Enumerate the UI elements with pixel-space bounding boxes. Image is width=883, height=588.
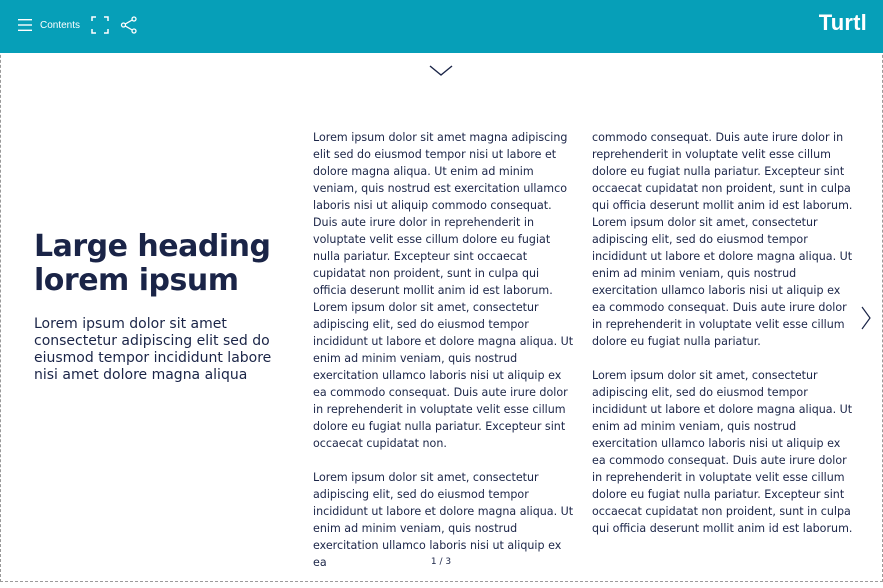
- column-1-paragraph-2: Lorem ipsum dolor sit amet, consectetur adipiscing elit, sed do eiusmod tempor incididunt ut labore et dolore magna aliqua. Ut enim ad minim veniam, quis nostrud exercitation ullamco laboris nisi ut aliquip ex ea: [313, 471, 574, 569]
- column-2-paragraph-2: Lorem ipsum dolor sit amet, consectetur adipiscing elit, sed do eiusmod tempor incididunt ut labore et dolore magna aliqua. Ut enim ad minim veniam, quis nostrud exercitation ullamco laboris nisi ut aliquip ex ea commodo consequat. Duis aute irure dolor in reprehenderit in voluptate velit esse cillum dolore eu fugiat nulla pariatur. Excepteur sint occaecat cupidatat non proident, sunt in culpa qui officia deserunt mollit anim id est laborum.: [592, 369, 853, 535]
- top-toolbar: [0, 0, 883, 53]
- scroll-down-button[interactable]: [429, 63, 453, 77]
- heading-line-2: lorem ipsum: [34, 263, 239, 298]
- share-button[interactable]: [120, 16, 138, 34]
- page-indicator: 1 / 3: [430, 557, 452, 567]
- contents-label: Contents: [40, 19, 81, 31]
- hamburger-icon: [18, 19, 32, 31]
- text-column-1: [313, 129, 575, 588]
- heading-line-1: Large heading: [34, 229, 271, 264]
- text-column-2: [592, 129, 854, 554]
- intro-text: Lorem ipsum dolor sit amet consectetur adipiscing elit sed do eiusmod tempor incididunt labore nisi amet dolore magna aliqua: [34, 316, 272, 383]
- fullscreen-icon: [91, 16, 109, 34]
- fullscreen-button[interactable]: [91, 16, 109, 34]
- share-icon: [120, 16, 138, 34]
- next-page-button[interactable]: [859, 306, 873, 330]
- chevron-down-icon: [429, 64, 453, 78]
- chevron-right-icon: [859, 306, 873, 330]
- page-heading: [34, 230, 304, 298]
- turtl-logo[interactable]: Turtl: [818, 10, 867, 35]
- column-1-paragraph-1: Lorem ipsum dolor sit amet magna adipiscing elit sed do eiusmod tempor nisi ut labore et dolore magna aliqua. Ut enim ad minim veniam, quis nostrud est exercitation ullamco laboris nisi ut aliquip commodo consequat. Duis aute irure dolor in reprehenderit in voluptate velit esse cillum dolore eu fugiat nulla pariatur. Excepteur sint occaecat cupidatat non proident, sunt in culpa qui officia deserunt mollit anim id est laborum. Lorem ipsum dolor sit amet, consectetur adipiscing elit, sed do eiusmod tempor incididunt ut labore et dolore magna aliqua. Ut enim ad minim veniam, quis nostrud exercitation ullamco laboris nisi ut aliquip ex ea commodo consequat. Duis aute irure dolor in reprehenderit in voluptate velit esse cillum dolore eu fugiat nulla pariatur. Excepteur sint occaecat cupidatat non.: [313, 131, 574, 450]
- column-2-paragraph-1: commodo consequat. Duis aute irure dolor in reprehenderit in voluptate velit esse cillum dolore eu fugiat nulla pariatur. Excepteur sint occaecat cupidatat non proident, sunt in culpa qui officia deserunt mollit anim id est laborum. Lorem ipsum dolor sit amet, consectetur adipiscing elit, sed do eiusmod tempor incididunt ut labore et dolore magna aliqua. Ut enim ad minim veniam, quis nostrud exercitation ullamco laboris nisi ut aliquip ex ea commodo consequat. Duis aute irure dolor in reprehenderit in voluptate velit esse cillum dolore eu fugiat nulla pariatur.: [592, 131, 853, 348]
- contents-button[interactable]: [18, 17, 80, 33]
